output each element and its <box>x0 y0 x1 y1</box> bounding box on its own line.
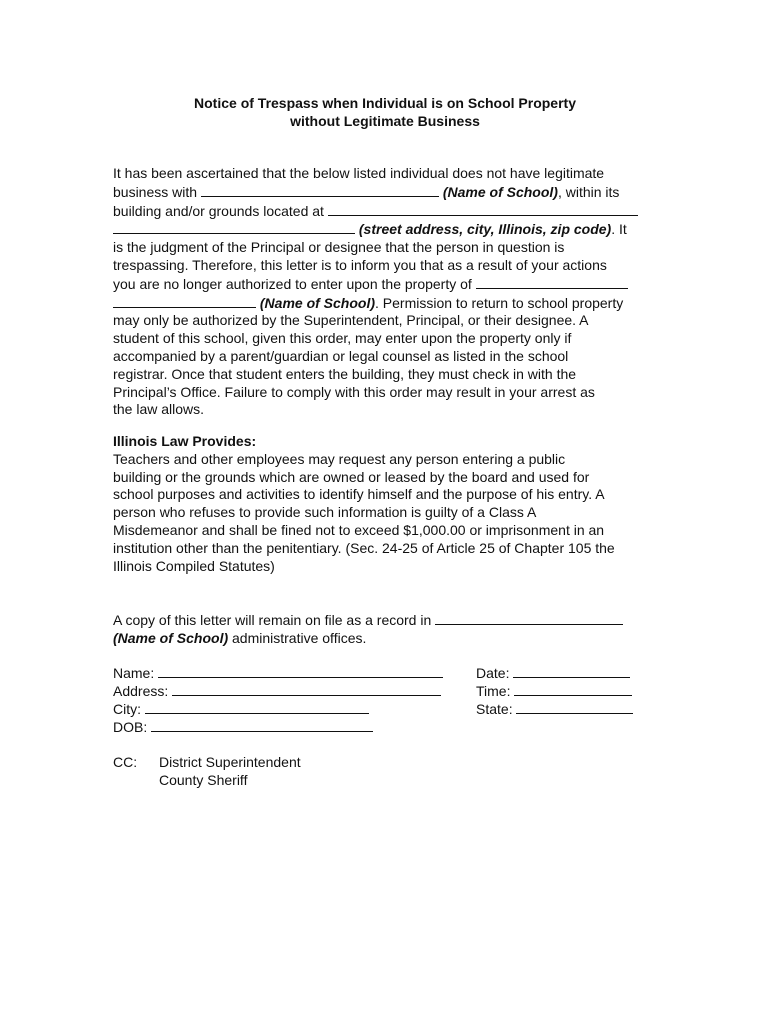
city-field <box>113 700 369 718</box>
text-line: Teachers and other employees may request any person entering a public <box>113 450 566 467</box>
text-line: is the judgment of the Principal or designee that the person in question is <box>113 239 565 256</box>
name-field <box>113 664 443 682</box>
address-field-blank[interactable] <box>172 682 441 696</box>
text-line: trespassing. Therefore, this letter is to inform you that as a result of your actions <box>113 256 607 273</box>
text-line: person who refuses to provide such information is guilty of a Class A <box>113 504 537 521</box>
address-blank-continued[interactable] <box>113 220 355 234</box>
text-line: school purposes and activities to identify himself and the purpose of his entry. A <box>113 486 605 503</box>
state-blank[interactable] <box>516 700 633 714</box>
address-blank[interactable] <box>328 202 638 216</box>
text-fragment: A copy of this letter will remain on file as a record in <box>113 612 436 628</box>
title-line-1: Notice of Trespass when Individual is on School Property <box>194 95 576 111</box>
text-fragment: , within its <box>557 183 620 200</box>
date-field <box>476 664 630 682</box>
cc-recipient: County Sheriff <box>159 772 248 788</box>
placeholder-label: (Name of School) <box>442 183 558 200</box>
text-line: Illinois Compiled Statutes) <box>113 557 275 574</box>
text-fragment: you are no longer authorized to enter upon the property of <box>113 275 476 292</box>
cc-recipient: District Superintendent <box>159 754 301 770</box>
text-fragment: business with <box>113 183 201 200</box>
text-line: institution other than the penitentiary. (Sec. 24-25 of Article 25 of Chapter 105 the <box>113 539 615 556</box>
school-name-blank[interactable] <box>201 183 439 197</box>
text-fragment: administrative offices. <box>228 629 367 646</box>
name-blank[interactable] <box>158 664 443 678</box>
illinois-law-section <box>113 433 663 575</box>
dob-field <box>113 718 373 736</box>
placeholder-label: (street address, city, Illinois, zip code) <box>358 221 612 238</box>
date-blank[interactable] <box>513 664 630 678</box>
text-line: Misdemeanor and shall be fined not to exceed $1,000.00 or imprisonment in an <box>113 521 605 538</box>
address-label: Address: <box>113 683 173 699</box>
dob-blank[interactable] <box>151 718 373 732</box>
cc-list <box>159 753 301 789</box>
property-school-blank[interactable] <box>476 275 628 289</box>
record-school-blank[interactable] <box>435 611 623 625</box>
time-field <box>476 682 632 700</box>
notice-paragraph <box>113 165 663 419</box>
city-blank[interactable] <box>145 700 369 714</box>
address-field <box>113 682 441 700</box>
text-line: accompanied by a parent/guardian or legal counsel as listed in the school <box>113 347 569 364</box>
text-line: It has been ascertained that the below listed individual does not have legitimate <box>113 165 605 181</box>
property-school-blank-continued[interactable] <box>113 294 256 308</box>
text-line: may only be authorized by the Superintendent, Principal, or their designee. A <box>113 312 589 329</box>
state-field <box>476 700 633 718</box>
document-title <box>0 94 770 130</box>
text-line: Principal’s Office. Failure to comply with this order may result in your arrest as <box>113 383 595 400</box>
city-label: City: <box>113 701 145 717</box>
name-label: Name: <box>113 665 159 681</box>
text-fragment: building and/or grounds located at <box>113 202 328 219</box>
dob-label: DOB: <box>113 719 152 735</box>
state-label: State: <box>476 701 517 717</box>
title-line-2: without Legitimate Business <box>290 113 480 129</box>
text-fragment: . Permission to return to school property <box>375 294 624 311</box>
date-label: Date: <box>476 665 514 681</box>
text-line: building or the grounds which are owned or leased by the board and used for <box>113 468 590 485</box>
section-heading: Illinois Law Provides: <box>113 433 257 449</box>
time-label: Time: <box>476 683 515 699</box>
text-line: the law allows. <box>113 401 205 418</box>
text-line: student of this school, given this order, may enter upon the property only if <box>113 330 572 347</box>
time-blank[interactable] <box>514 682 632 696</box>
copy-paragraph <box>113 611 663 648</box>
placeholder-label: (Name of School) <box>113 629 229 646</box>
placeholder-label: (Name of School) <box>259 294 376 311</box>
cc-label: CC: <box>113 754 138 770</box>
text-line: registrar. Once that student enters the building, they must check in with the <box>113 365 577 382</box>
text-fragment: . It <box>611 221 627 238</box>
